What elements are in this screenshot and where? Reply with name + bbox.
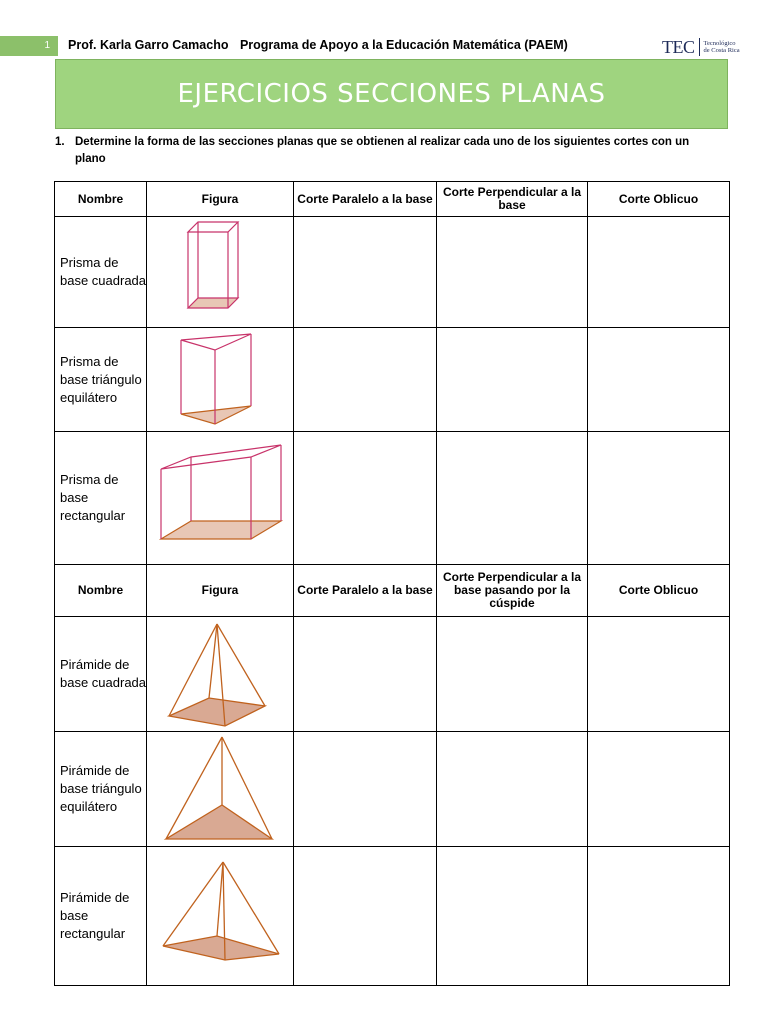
shape-name: Prisma de base rectangular <box>55 432 147 565</box>
rectangular-pyramid-icon <box>155 856 285 976</box>
program-name: Programa de Apoyo a la Educación Matemática (PAEM) <box>239 38 568 52</box>
header-cell: Nombre <box>55 182 147 217</box>
table-row <box>55 217 730 328</box>
shape-name: Pirámide de base cuadrada <box>55 617 147 732</box>
table-row <box>55 732 730 847</box>
answer-cell-perpendicular[interactable] <box>437 847 588 986</box>
square-prism-icon <box>180 218 260 326</box>
title-banner <box>55 59 728 129</box>
answer-cell-perpendicular[interactable] <box>437 732 588 847</box>
shape-name: Pirámide de base rectangular <box>55 847 147 986</box>
answer-cell-oblique[interactable] <box>588 847 730 986</box>
header-cell: Figura <box>147 565 294 617</box>
answer-cell-parallel[interactable] <box>294 432 437 565</box>
answer-cell-perpendicular[interactable] <box>437 432 588 565</box>
header-cell: Corte Oblicuo <box>588 182 730 217</box>
figure-cell <box>147 432 294 565</box>
header-cell: Corte Oblicuo <box>588 565 730 617</box>
figure-cell <box>147 328 294 432</box>
answer-cell-oblique[interactable] <box>588 217 730 328</box>
shape-name: Prisma de base triángulo equilátero <box>55 328 147 432</box>
answer-cell-parallel[interactable] <box>294 617 437 732</box>
table2-header-row <box>55 565 730 617</box>
page-number: 1 <box>0 36 58 56</box>
header-cell: Corte Paralelo a la base <box>294 565 437 617</box>
table-row <box>55 847 730 986</box>
logo-divider <box>699 38 700 56</box>
answer-cell-oblique[interactable] <box>588 432 730 565</box>
shape-name: Prisma de base cuadrada <box>55 217 147 328</box>
instruction-text: Determine la forma de las secciones planas que se obtienen al realizar cada uno de los siguientes cortes con un plano <box>75 136 690 165</box>
author-name: Prof. Karla Garro Camacho <box>68 38 229 52</box>
answer-cell-perpendicular[interactable] <box>437 328 588 432</box>
table-row <box>55 328 730 432</box>
rectangular-prism-icon <box>155 443 285 553</box>
table1-header-row <box>55 182 730 217</box>
answer-cell-parallel[interactable] <box>294 328 437 432</box>
figure-cell <box>147 732 294 847</box>
logo-main: TEC <box>662 36 695 57</box>
figure-cell <box>147 617 294 732</box>
answer-cell-oblique[interactable] <box>588 617 730 732</box>
answer-cell-oblique[interactable] <box>588 732 730 847</box>
table-row <box>55 617 730 732</box>
instruction <box>55 134 715 168</box>
header-line <box>68 38 568 52</box>
shape-name: Pirámide de base triángulo equilátero <box>55 732 147 847</box>
triangular-pyramid-icon <box>160 733 280 845</box>
header-cell: Corte Paralelo a la base <box>294 182 437 217</box>
logo-text: Tecnológico de Costa Rica <box>703 40 740 54</box>
figure-cell <box>147 217 294 328</box>
header-cell: Nombre <box>55 565 147 617</box>
triangular-prism-icon <box>175 330 265 430</box>
header-cell: Figura <box>147 182 294 217</box>
answer-cell-parallel[interactable] <box>294 847 437 986</box>
instruction-number: 1. <box>55 136 65 148</box>
figure-cell <box>147 847 294 986</box>
square-pyramid-icon <box>165 620 275 728</box>
header-cell: Corte Perpendicular a la base pasando por la cúspide <box>437 565 588 617</box>
page-title: EJERCICIOS SECCIONES PLANAS <box>177 79 606 109</box>
answer-cell-oblique[interactable] <box>588 328 730 432</box>
tec-logo <box>662 36 740 58</box>
answer-cell-parallel[interactable] <box>294 217 437 328</box>
header-cell: Corte Perpendicular a la base <box>437 182 588 217</box>
answer-cell-perpendicular[interactable] <box>437 617 588 732</box>
answer-cell-perpendicular[interactable] <box>437 217 588 328</box>
answer-cell-parallel[interactable] <box>294 732 437 847</box>
exercise-table <box>54 181 730 986</box>
table-row <box>55 432 730 565</box>
